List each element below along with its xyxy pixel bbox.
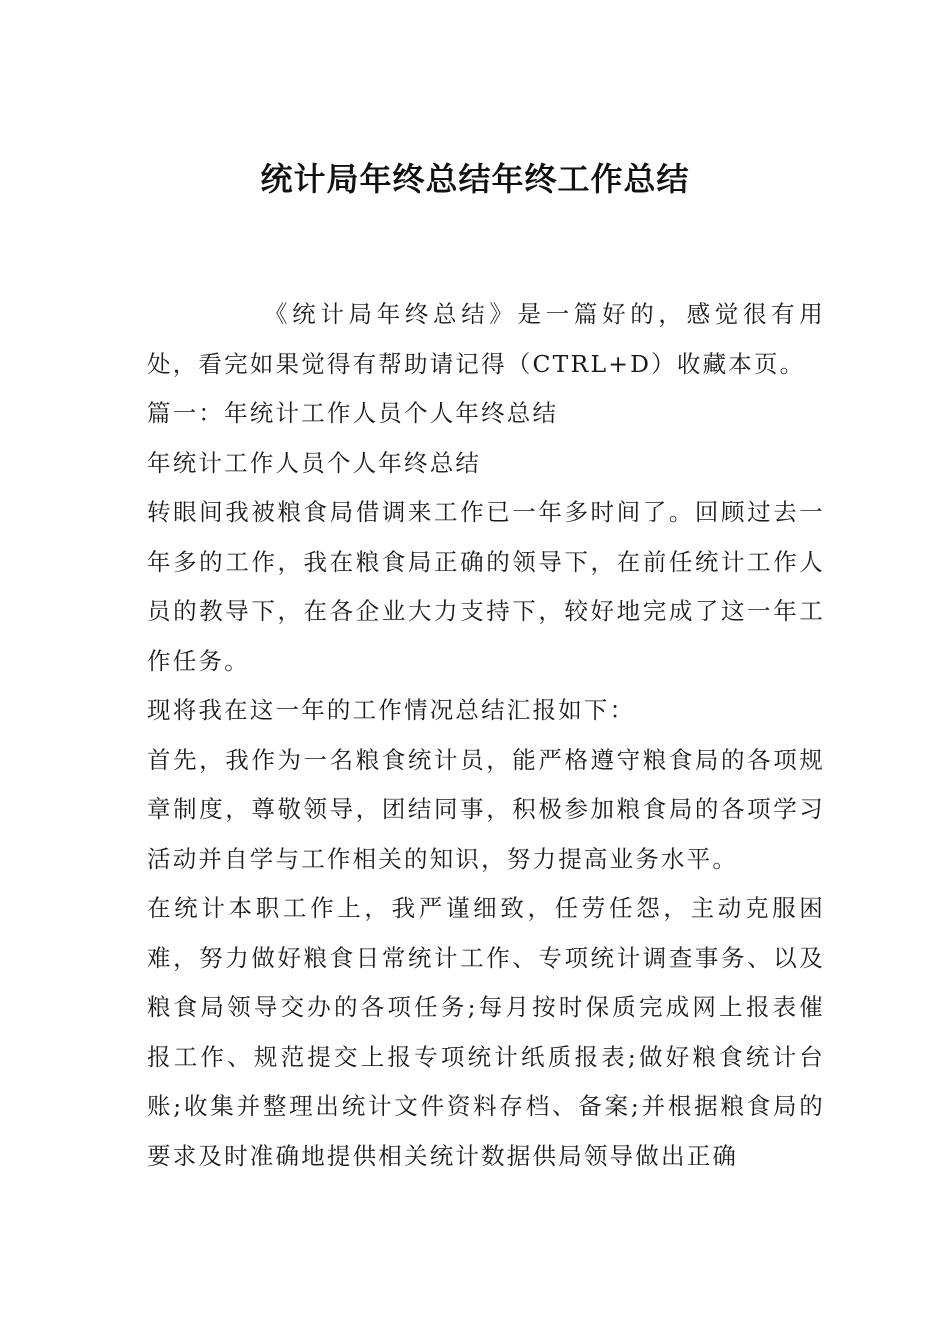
body-paragraph: 首先，我作为一名粮食统计员，能严格遵守粮食局的各项规章制度，尊敬领导，团结同事，积极参加粮食局的各项学习活动并自学与工作相关的知识，努力提高业务水平。 [147, 745, 825, 873]
intro-paragraph: 《统计局年终总结》是一篇好的，感觉很有用处，看完如果觉得有帮助请记得（CTRL+D）收藏本页。 [147, 300, 825, 378]
body-paragraph: 在统计本职工作上，我严谨细致，任劳任怨，主动克服困难，努力做好粮食日常统计工作、专项统计调查事务、以及粮食局领导交办的各项任务;每月按时保质完成网上报表催报工作、规范提交上报专项统计纸质报表;做好粮食统计台账;收集并整理出统计文件资料存档、备案;并根据粮食局的要求及时准确地提供相关统计数据供局领导做出正确 [147, 894, 825, 1170]
body-paragraph: 现将我在这一年的工作情况总结汇报如下： [147, 696, 636, 724]
subsection-heading: 年统计工作人员个人年终总结 [147, 448, 482, 477]
section-heading: 篇一：年统计工作人员个人年终总结 [147, 399, 559, 427]
document-title: 统计局年终总结年终工作总结 [260, 160, 690, 198]
document-body [147, 290, 825, 1181]
body-paragraph: 转眼间我被粮食局借调来工作已一年多时间了。回顾过去一年多的工作，我在粮食局正确的领导下，在前任统计工作人员的教导下，在各企业大力支持下，较好地完成了这一年工作任务。 [147, 498, 825, 675]
